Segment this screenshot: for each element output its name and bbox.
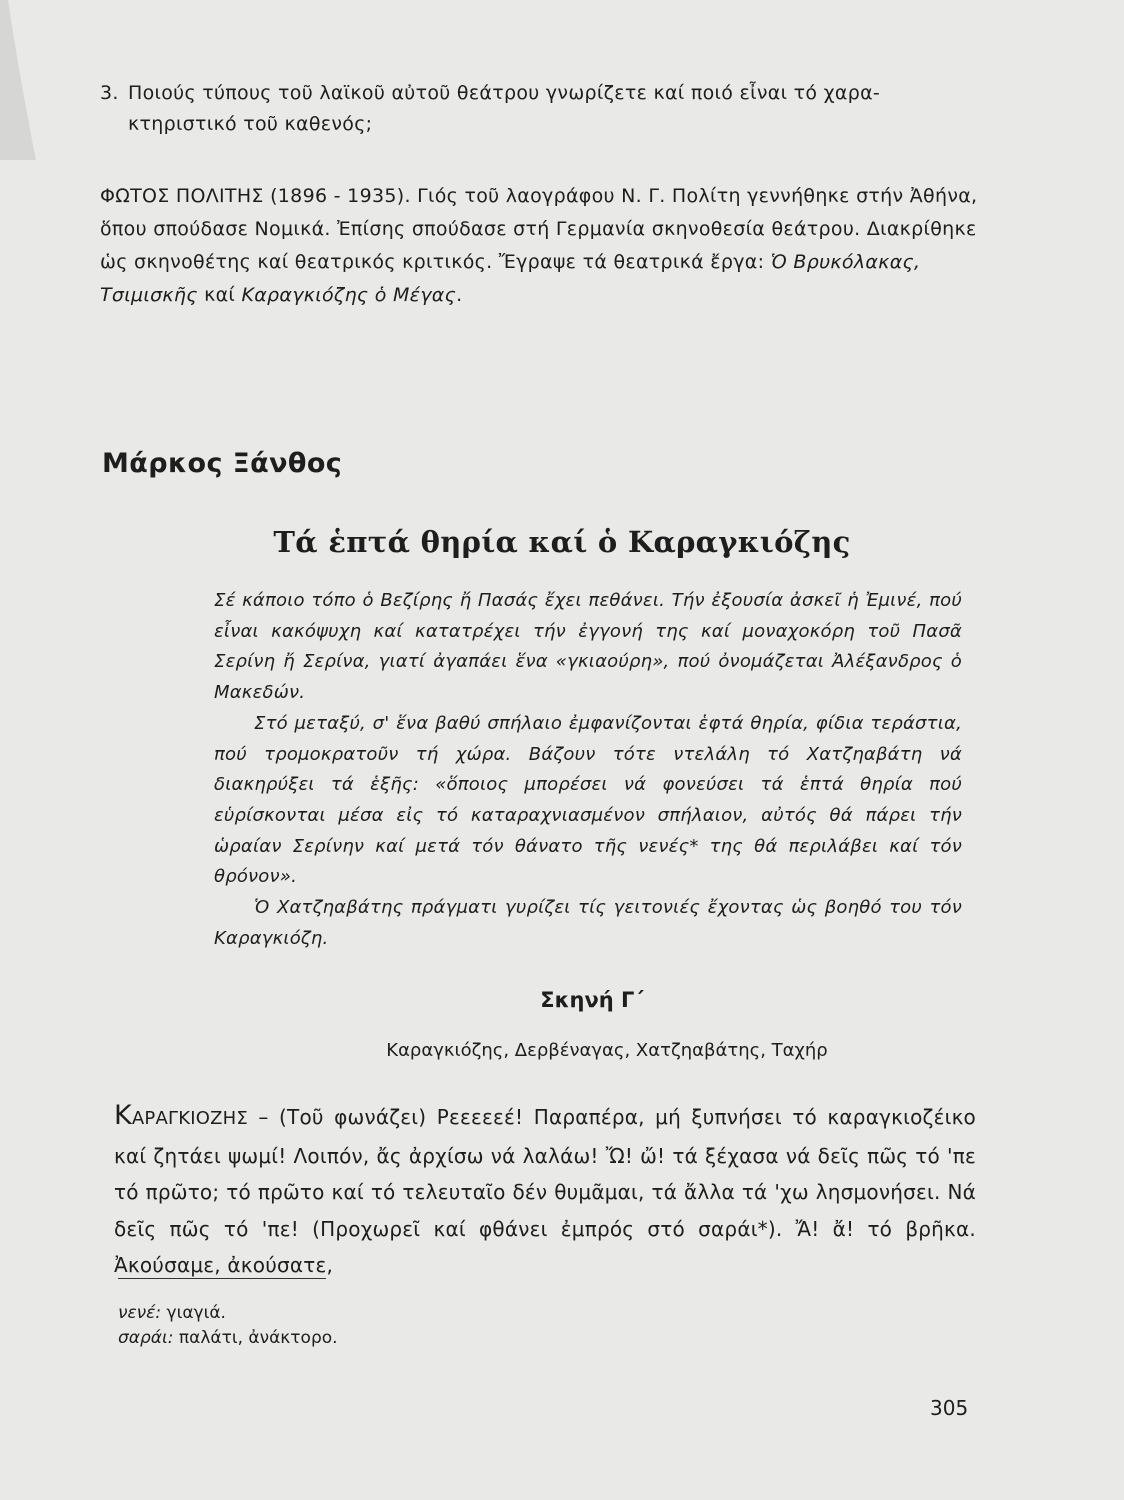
intro-summary [214,586,962,954]
footnote-divider [118,1278,326,1279]
speaker-initial: Κ [114,1100,132,1131]
author-heading: Μάρκος Ξάνθος [102,448,343,479]
page-edge-shadow [0,0,40,160]
dialog-paragraph [114,1098,976,1284]
bio-works-and: καί [197,284,242,306]
author-biography [100,180,980,312]
footnote-item [118,1301,338,1326]
scene-heading: Σκηνή Γ΄ [540,988,644,1012]
footnotes [118,1301,338,1351]
footnote-term: νενέ: [118,1303,162,1323]
bio-works: Ὁ Βρυκόλακας, Τσιμισκῆς [100,251,921,306]
footnote-definition: γιαγιά. [161,1303,226,1323]
question-number: 3. [100,82,119,104]
scene-characters: Καραγκιόζης, Δερβέναγας, Χατζηαβάτης, Ταχήρ [386,1040,828,1061]
intro-paragraph-3: Ὁ Χατζηαβάτης πράγματι γυρίζει τίς γειτονιές ἔχοντας ὡς βοηθό του τόν Καραγκιόζη. [214,897,962,949]
bio-end: . [456,284,463,306]
bio-name: ΦΩΤΟΣ ΠΟΛΙΤΗΣ [100,185,264,207]
footnote-term: σαράι: [118,1328,174,1348]
bio-text: (1896 - 1935). Γιός τοῦ λαογράφου Ν. Γ. Πολίτη γεννήθηκε στήν Ἀθήνα, ὅπου σπούδασε Νομικά. Ἐπίσης σπούδασε στή Γερμανία σκηνοθεσία θεάτρου. Διακρίθηκε ὡς σκηνοθέτης καί θεατρικός κριτικός. Ἔγραψε τά θεατρικά ἔργα: [100,185,978,273]
bio-works-last: Καραγκιόζης ὁ Μέγας [241,284,457,306]
question-3 [100,78,980,140]
page-number: 305 [930,1396,969,1420]
question-line-2: κτηριστικό τοῦ καθενός; [128,113,373,135]
question-line-1: Ποιούς τύπους τοῦ λαϊκοῦ αὐτοῦ θεάτρου γνωρίζετε καί ποιό εἶναι τό χαρα- [128,82,881,104]
dialog-text: – (Τοῦ φωνάζει) Ρεεεεεέ! Παραπέρα, μή ξυπνήσει τό καραγκιοζέικο καί ζητάει ψωμί! Λοιπόν, ἄς ἀρχίσω νά λαλάω! Ὤ! ὤ! τά ξέχασα νά δεῖς πῶς τό 'πε τό πρῶτο; τό πρῶτο καί τό τελευταῖο δέν θυμᾶμαι, τά ἄλλα τά 'χω λησμονήσει. Νά δεῖς πῶς τό 'πε! (Προχωρεῖ καί φθάνει ἐμπρός στό σαράι*). Ἄ! ἄ! τό βρῆκα. Ἀκούσαμε, ἀκούσατε, [114,1105,976,1277]
speaker-rest: ΑΡΑΓΚΙΟΖΗΣ [131,1108,248,1129]
footnote-item [118,1326,338,1351]
play-title: Τά ἑπτά θηρία καί ὁ Καραγκιόζης [273,525,851,559]
intro-paragraph-1: Σέ κάποιο τόπο ὁ Βεζίρης ἤ Πασάς ἔχει πεθάνει. Τήν ἐξουσία ἀσκεῖ ἡ Ἐμινέ, πού εἶναι κακόψυχη καί κατατρέχει τήν ἐγγονή της καί μοναχοκόρη τοῦ Πασᾶ Σερίνη ἤ Σερίνα, γιατί ἀγαπάει ἕνα «γκιαούρη», πού ὀνομάζεται Ἀλέξανδρος ὁ Μακεδών. [214,590,962,704]
intro-paragraph-2: Στό μεταξύ, σ' ἕνα βαθύ σπήλαιο ἐμφανίζονται ἑφτά θηρία, φίδια τεράστια, πού τρομοκρατοῦν τή χώρα. Βάζουν τότε ντελάλη τό Χατζηαβάτη νά διακηρύξει τά ἑξῆς: «ὅποιος μπορέσει νά φονεύσει τά ἑπτά θηρία πού εὑρίσκονται μέσα εἰς τό καταραχνιασμένον σπήλαιον, αὐτός θά πάρει τήν ὡραίαν Σερίνην καί μετά τόν θάνατο τῆς νενές* της θά περιλάβει καί τόν θρόνον». [214,712,962,888]
speaker-name [114,1100,248,1131]
footnote-definition: παλάτι, ἀνάκτορο. [173,1328,338,1348]
